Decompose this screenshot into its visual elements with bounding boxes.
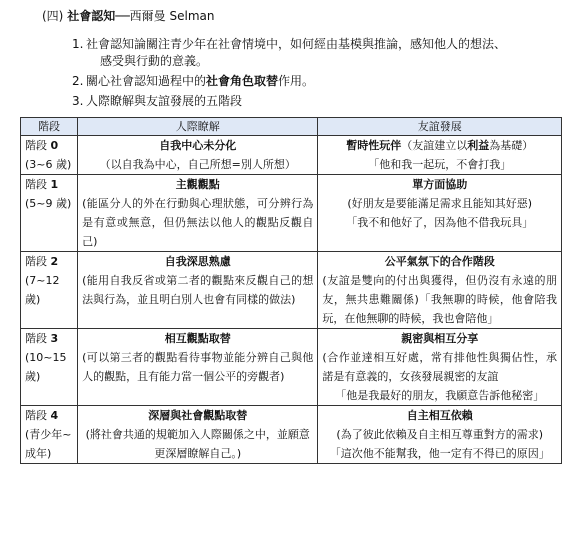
points-list <box>72 36 562 113</box>
interpersonal-desc: (能區分人的外在行動與心理狀態，可分辨行為是有意或無意，但仍無法以他人的觀點反觀自己) <box>82 197 314 248</box>
interpersonal-cell <box>78 175 318 252</box>
interpersonal-cell <box>78 406 318 464</box>
header-interpersonal: 人際瞭解 <box>78 118 318 136</box>
friendship-desc: （友誼建立以 <box>401 139 468 152</box>
friendship-cell <box>318 406 562 464</box>
interpersonal-title: 主觀觀點 <box>175 178 220 191</box>
section-heading <box>42 8 214 24</box>
friendship-title: 暫時性玩伴 <box>346 139 402 152</box>
stage-age: (5~9 歲) <box>25 197 72 210</box>
stage-cell <box>21 329 78 406</box>
table-row <box>21 252 562 329</box>
interpersonal-title: 相互觀點取替 <box>164 332 231 345</box>
table-header-row <box>21 118 562 136</box>
friendship-cell <box>318 329 562 406</box>
stage-label: 階段 <box>25 255 47 268</box>
stage-age: (青少年~成年) <box>25 428 72 460</box>
point-1 <box>72 36 562 70</box>
interpersonal-desc: (能用自我反省或第二者的觀點來反觀自己的想法與行為，並且明白別人也會有同樣的做法) <box>82 274 314 306</box>
point-text: 社會認知論關注青少年在社會情境中，如何經由基模與推論，感知他人的想法、 <box>86 37 507 51</box>
stages-table <box>20 117 562 464</box>
table-row <box>21 136 562 175</box>
stage-age: (10~15 歲) <box>25 351 67 383</box>
stage-cell <box>21 175 78 252</box>
stage-number: 2 <box>50 255 59 268</box>
title-dash: ── <box>115 9 130 23</box>
interpersonal-cell <box>78 329 318 406</box>
friendship-cell <box>318 175 562 252</box>
interpersonal-title: 深層與社會觀點取替 <box>148 409 248 422</box>
stage-number: 1 <box>50 178 59 191</box>
interpersonal-title: 自我中心未分化 <box>159 139 237 152</box>
friendship-desc: (為了彼此依賴及自主相互尊重對方的需求) <box>336 428 543 441</box>
stage-age: (3~6 歲) <box>25 158 72 171</box>
section-title: 社會認知 <box>67 9 116 23</box>
interpersonal-desc: (將社會共通的規範加入人際關係之中，並願意更深層瞭解自己。) <box>85 428 310 460</box>
table-row <box>21 175 562 252</box>
stage-cell <box>21 136 78 175</box>
point-number: 3. <box>72 94 84 108</box>
point-text: 人際瞭解與友誼發展的五階段 <box>86 94 243 108</box>
friendship-title: 自主相互依賴 <box>406 409 473 422</box>
stage-number: 4 <box>50 409 59 422</box>
point-3 <box>72 93 562 110</box>
friendship-desc: (好朋友是要能滿足需求且能知其好惡) <box>347 197 532 210</box>
point-text: 關心社會認知過程中的 <box>86 74 207 88</box>
friendship-quote: 「他是我最好的朋友，我願意告訴他秘密」 <box>335 389 545 402</box>
friendship-title: 親密與相互分享 <box>401 332 479 345</box>
friendship-quote: 「這次他不能幫我，他一定有不得已的原因」 <box>329 447 550 460</box>
interpersonal-cell <box>78 136 318 175</box>
stage-number: 0 <box>50 139 59 152</box>
stage-age: (7~12 歲) <box>25 274 60 306</box>
friendship-desc-end: 為基礎） <box>489 139 534 152</box>
point-2 <box>72 73 562 90</box>
friendship-title: 單方面協助 <box>412 178 468 191</box>
point-text-bold: 社會角色取替 <box>206 74 279 88</box>
friendship-title: 公平氣氛下的合作階段 <box>384 255 495 268</box>
friendship-quote: 「他和我一起玩，不會打我」 <box>368 158 512 171</box>
point-number: 1. <box>72 37 84 51</box>
stage-cell <box>21 406 78 464</box>
friendship-desc: (友誼是雙向的付出與獲得，但仍沒有永遠的朋友，無共患難關係)「我無聊的時候，他會陪我玩，在他無聊的時候，我也會陪他」 <box>322 274 557 325</box>
stage-label: 階段 <box>25 178 47 191</box>
interpersonal-title: 自我深思熟慮 <box>164 255 231 268</box>
interpersonal-desc: (可以第三者的觀點看待事物並能分辨自己與他人的觀點，且有能力當一個公平的旁觀者) <box>82 351 314 383</box>
section-number: (四) <box>42 9 64 23</box>
friendship-desc-bold: 利益 <box>467 139 490 152</box>
header-friendship: 友誼發展 <box>318 118 562 136</box>
header-stage: 階段 <box>21 118 78 136</box>
stage-cell <box>21 252 78 329</box>
point-text-end: 作用。 <box>278 74 315 88</box>
stage-label: 階段 <box>25 139 47 152</box>
stage-label: 階段 <box>25 409 47 422</box>
author-name: 西爾曼 Selman <box>129 9 215 23</box>
friendship-quote: 「我不和他好了，因為他不借我玩具」 <box>346 216 534 229</box>
interpersonal-desc: （以自我為中心，自己所想=別人所想） <box>99 158 296 171</box>
stage-label: 階段 <box>25 332 47 345</box>
table-row <box>21 406 562 464</box>
point-number: 2. <box>72 74 84 88</box>
friendship-desc: (合作並達相互好處，常有排他性與獨佔性，承諾是有意義的，女孩發展親密的友誼 <box>322 351 557 383</box>
stage-number: 3 <box>50 332 59 345</box>
point-text-continued: 感受與行動的意義。 <box>100 54 209 68</box>
friendship-cell <box>318 136 562 175</box>
interpersonal-cell <box>78 252 318 329</box>
friendship-cell <box>318 252 562 329</box>
table-row <box>21 329 562 406</box>
